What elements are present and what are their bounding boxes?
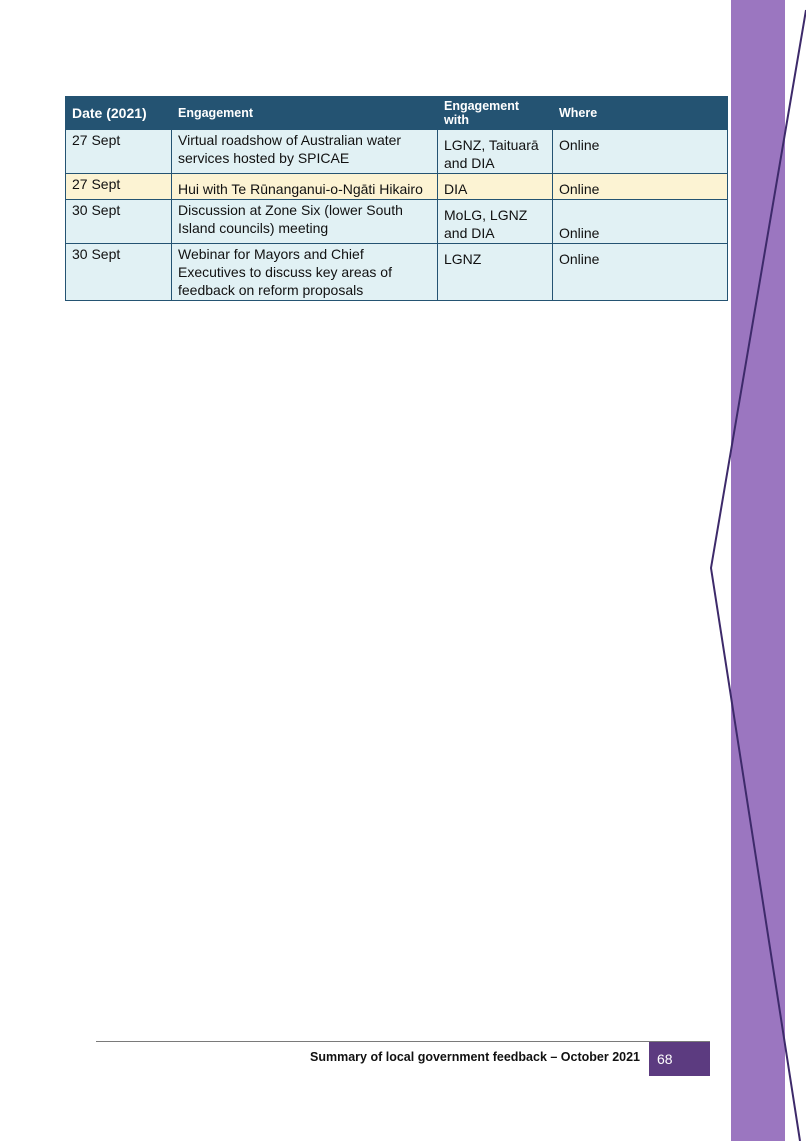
engagement-table	[65, 96, 728, 301]
cell-date: 27 Sept	[66, 130, 172, 174]
cell-where: Online	[553, 200, 728, 244]
cell-date: 30 Sept	[66, 200, 172, 244]
header-engagement-with: Engagement with	[438, 97, 553, 130]
table-row	[66, 174, 728, 200]
cell-engagement: Discussion at Zone Six (lower South Island councils) meeting	[172, 200, 438, 244]
cell-date: 27 Sept	[66, 174, 172, 200]
cell-engagement: Hui with Te Rūnanganui-o-Ngāti Hikairo	[172, 174, 438, 200]
header-date: Date (2021)	[66, 97, 172, 130]
table-row	[66, 130, 728, 174]
page-number: 68	[649, 1042, 710, 1076]
cell-where: Online	[553, 130, 728, 174]
cell-engagement-with: LGNZ	[438, 244, 553, 301]
cell-engagement-with: MoLG, LGNZ and DIA	[438, 200, 553, 244]
cell-engagement: Virtual roadshow of Australian water services hosted by SPICAE	[172, 130, 438, 174]
footer-title: Summary of local government feedback – October 2021	[310, 1050, 640, 1064]
engagement-table-container	[65, 96, 727, 301]
cell-date: 30 Sept	[66, 244, 172, 301]
cell-where: Online	[553, 174, 728, 200]
header-engagement: Engagement	[172, 97, 438, 130]
header-where: Where	[553, 97, 728, 130]
table-row	[66, 200, 728, 244]
side-decorative-band	[731, 0, 785, 1141]
table-row	[66, 244, 728, 301]
cell-where: Online	[553, 244, 728, 301]
footer-rule	[96, 1041, 710, 1042]
table-header-row	[66, 97, 728, 130]
cell-engagement: Webinar for Mayors and Chief Executives to discuss key areas of feedback on reform proposals	[172, 244, 438, 301]
cell-engagement-with: LGNZ, Taituarā and DIA	[438, 130, 553, 174]
cell-engagement-with: DIA	[438, 174, 553, 200]
